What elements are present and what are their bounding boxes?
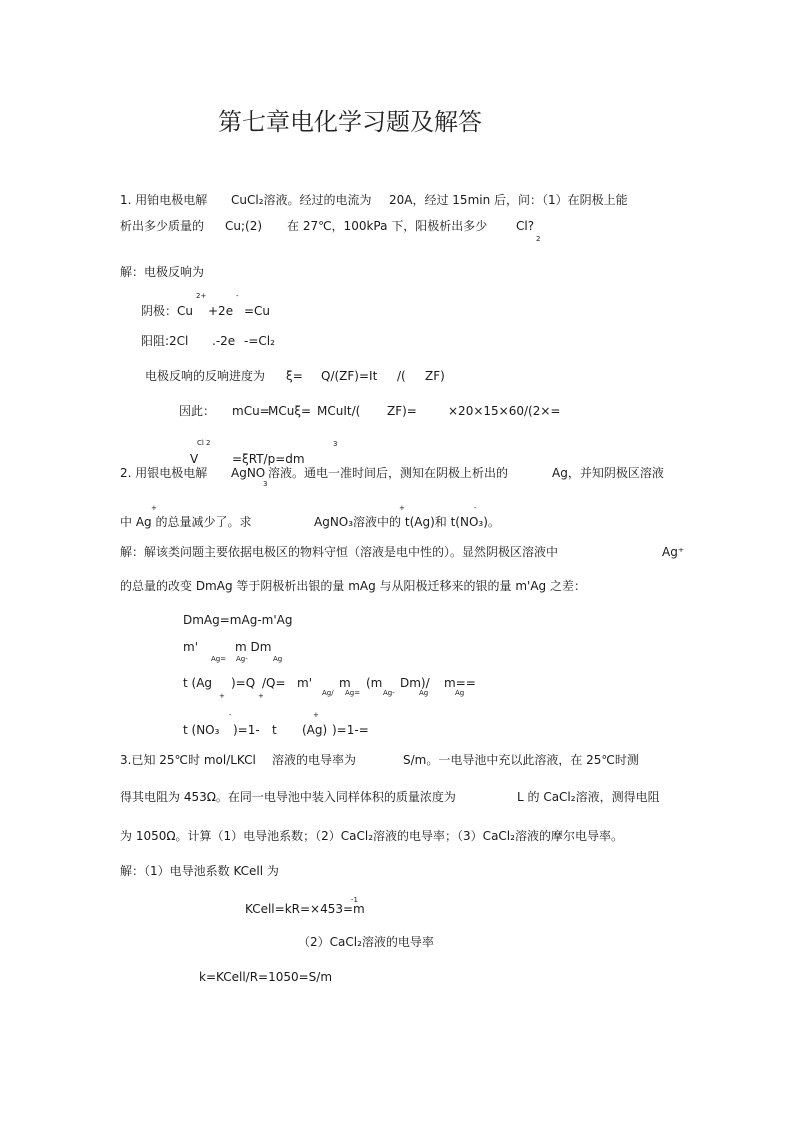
s1-superscript: 2+ [196,292,207,300]
page-title: 第七章电化学习题及解答 [218,108,482,136]
q2-superscript: + [399,504,405,512]
q3-text: 为 1050Ω。计算（1）电导池系数；（2）CaCl₂溶液的电导率；（3）CaCl₂溶液的摩尔电导率。 [120,829,623,843]
s1-cathode: +2e [208,304,234,318]
q2-text: 中 Ag 的总量减少了。求 [120,515,252,529]
s2-equation: m== [444,676,476,690]
s2-text: Ag⁺ [662,545,685,559]
q1-text: 1. 用铂电极电解 [120,193,208,207]
s2-subscript: + [219,692,225,700]
s1-progress: /( [397,369,406,383]
s2-equation: (Ag) [302,723,328,737]
s2-equation: m Dm [235,640,272,654]
s3-superscript: -1 [351,896,358,904]
q1-text: Cu;(2) [225,219,263,233]
q2-superscript: + [151,504,157,512]
q2-text: Ag，并知阴极区溶液 [552,466,664,480]
q3-text: S/m。一电导池中充以此溶液，在 25℃时测 [403,753,639,767]
s2-subscript: Ag [273,655,283,663]
s2-subscript: Ag [419,689,429,697]
s2-equation: m [339,676,351,690]
s1-progress: ξ= [286,369,303,383]
s2-subscript: Ag= [345,689,361,697]
s1-intro: 解：电极反响为 [120,265,205,279]
s1-anode: 阳阻:2Cl [141,334,189,348]
s1-anode: -=Cl₂ [244,334,275,348]
s1-mass: 因此： [179,404,216,418]
q3-text: 3.已知 25℃时 mol/LKCl [120,753,256,767]
s1-mass: MCuIt/( [317,404,361,418]
q2-subscript: 3 [263,480,268,488]
s2-text: 解：解该类问题主要依据电极区的物料守恒（溶液是电中性的）。显然阴极区溶液中 [120,545,559,559]
s2-equation: t (Ag [183,676,213,690]
q1-subscript: 2 [536,235,541,243]
q2-text: AgNO [231,466,266,480]
s2-superscript: + [313,711,319,719]
s2-subscript: + [258,692,264,700]
s2-subscript: Ag- [236,655,248,663]
q1-text: 20A，经过 15min 后，问：（1）在阴极上能 [389,193,628,207]
s2-equation: Dm)/ [400,676,430,690]
s2-equation: t [272,723,277,737]
q1-text: CuCl₂溶液。经过的电流为 [231,193,372,207]
s2-equation: m' [297,676,312,690]
q2-superscript: - [474,504,477,512]
s3-text: （2）CaCl₂溶液的电导率 [298,935,434,949]
q1-text: 在 27℃，100kPa 下，阳极析出多少 [287,219,488,233]
s1-volume: =ξRT/p=dm [232,452,305,466]
q2-text: 2. 用银电极电解 [120,466,208,480]
s2-subscript: Ag/ [322,689,334,697]
s2-subscript: Ag [455,689,465,697]
s2-equation: /Q= [262,676,286,690]
s2-equation: m' [183,640,198,654]
s3-equation: k=KCell/R=1050=S/m [199,970,333,984]
q3-text: 得其电阻为 453Ω。在同一电导池中装入同样体积的质量浓度为 [120,790,456,804]
s2-subscript: Ag= [211,655,227,663]
s3-equation: KCell=kR=×453=m [245,902,365,916]
s2-equation: )=1- [233,723,260,737]
s1-superscript: - [236,292,239,300]
s2-subscript: Ag- [383,689,395,697]
s2-equation: DmAg=mAg-m'Ag [183,613,293,627]
q3-text: L 的 CaCl₂溶液，测得电阻 [517,790,660,804]
s1-subscript: Cl 2 [197,439,211,447]
q2-text: 溶液。通电一准时间后，测知在阴极上析出的 [268,466,509,480]
s2-equation: )=Q [231,676,256,690]
s1-cathode: =Cu [244,304,271,318]
s3-text: 解：（1）电导池系数 KCell 为 [120,864,279,878]
s2-text: 的总量的改变 DmAg 等于阴极析出银的量 mAg 与从阳极迁移来的银的量 m'Ag 之差： [120,579,586,593]
s1-mass: MCuξ= [268,404,312,418]
s2-equation: )=1-= [332,723,369,737]
s1-anode: .-2e [212,334,236,348]
s1-mass: mCu= [232,404,270,418]
s1-progress: ZF) [425,369,445,383]
q1-text: 析出多少质量的 [120,219,205,233]
s2-superscript: - [229,711,232,719]
s1-mass: ZF)= [387,404,417,418]
s1-progress: Q/(ZF)=It [321,369,378,383]
s1-progress: 电极反响的反响进度为 [145,369,266,383]
q2-text: AgNO₃溶液中的 t(Ag)和 t(NO₃)。 [314,515,500,529]
s1-cathode: 阴极：Cu [141,304,193,318]
s1-superscript: 3 [333,440,338,448]
s1-mass: ×20×15×60/(2×= [448,404,561,418]
s2-equation: (m [366,676,383,690]
s2-equation: t (NO₃ [183,723,220,737]
q3-text: 溶液的电导率为 [272,753,357,767]
s1-volume: V [190,452,199,466]
q1-text: Cl? [516,219,535,233]
